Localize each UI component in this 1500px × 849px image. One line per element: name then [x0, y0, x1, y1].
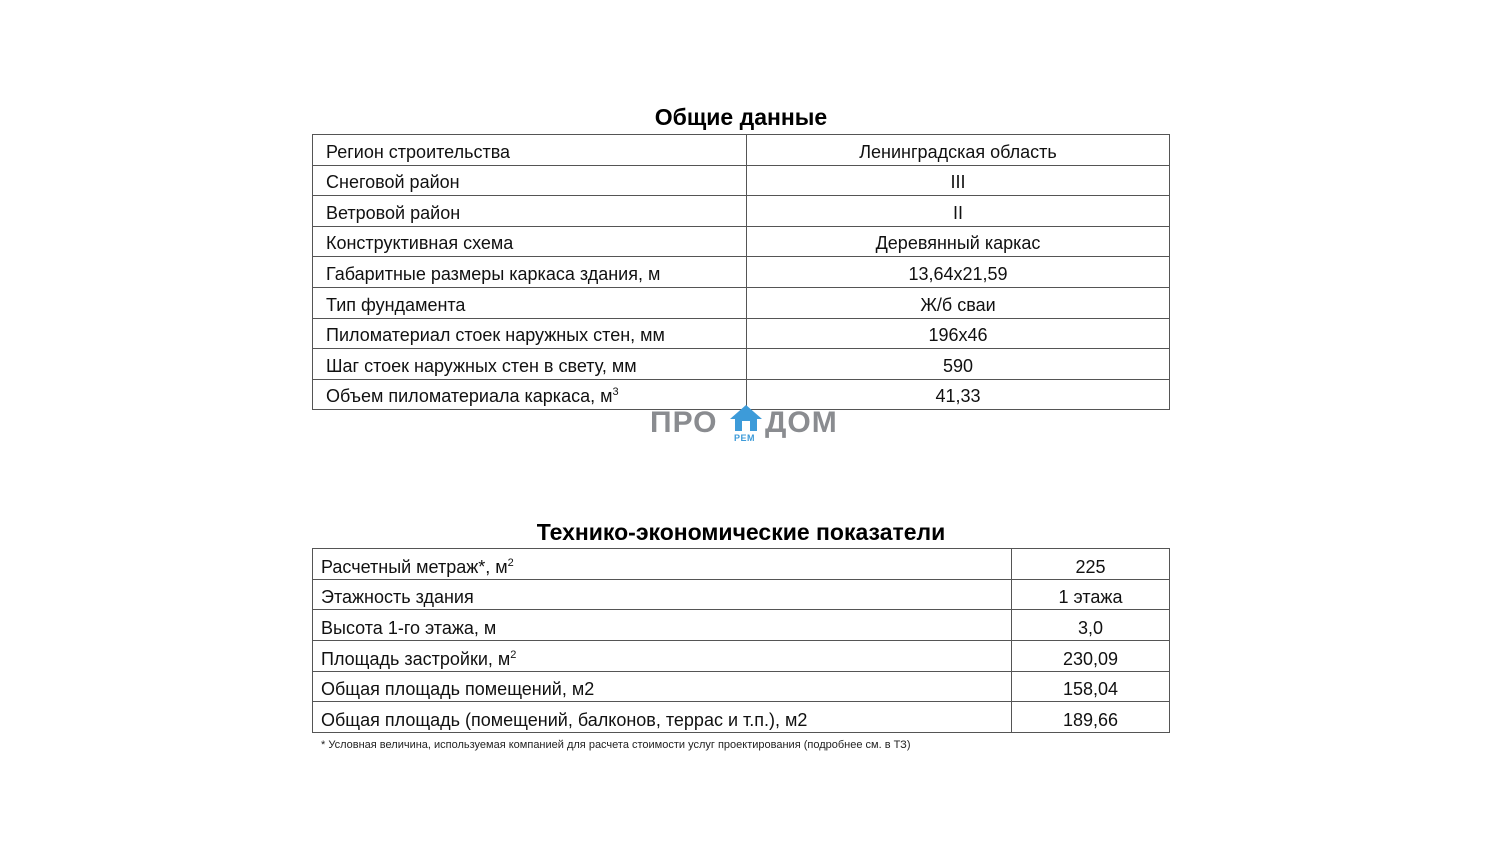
row-label: Общая площадь (помещений, балконов, террас и т.п.), м2: [313, 702, 1012, 733]
table-row: [313, 640, 1170, 671]
row-label: Шаг стоек наружных стен в свету, мм: [313, 349, 747, 380]
row-label: Пиломатериал стоек наружных стен, мм: [313, 318, 747, 349]
row-value: III: [747, 165, 1170, 196]
table-row: [313, 226, 1170, 257]
table-row: [313, 257, 1170, 288]
row-label: Тип фундамента: [313, 287, 747, 318]
row-value: 225: [1012, 549, 1170, 580]
unit-exponent: 2: [510, 648, 517, 661]
row-label: Габаритные размеры каркаса здания, м: [313, 257, 747, 288]
general-data-table: [312, 134, 1170, 410]
logo-text-right: ДОМ: [765, 406, 838, 439]
row-value: II: [747, 196, 1170, 227]
row-value: 196x46: [747, 318, 1170, 349]
table-row: [313, 579, 1170, 610]
unit-exponent: 2: [507, 556, 514, 569]
row-value: 41,33: [747, 379, 1170, 410]
row-label: Снеговой район: [313, 165, 747, 196]
row-label: Ветровой район: [313, 196, 747, 227]
table-row: [313, 165, 1170, 196]
unit-exponent: 3: [612, 386, 619, 399]
footnote: * Условная величина, используемая компанией для расчета стоимости услуг проектирования (подробнее см. в ТЗ): [321, 739, 911, 751]
logo-subtext: РЕМ: [734, 433, 756, 443]
row-value: 13,64x21,59: [747, 257, 1170, 288]
row-value: 1 этажа: [1012, 579, 1170, 610]
table-row: [313, 349, 1170, 380]
table-row: [313, 196, 1170, 227]
row-value: 590: [747, 349, 1170, 380]
row-value: 189,66: [1012, 702, 1170, 733]
row-label: Общая площадь помещений, м2: [313, 671, 1012, 702]
row-label-cell: [313, 640, 1012, 671]
tech-indicators-title: Технико-экономические показатели: [536, 519, 946, 545]
tech-indicators-table: [312, 548, 1170, 733]
table-row: [313, 610, 1170, 641]
row-label: Конструктивная схема: [313, 226, 747, 257]
table-row: [313, 135, 1170, 166]
row-value: Ж/б сваи: [747, 287, 1170, 318]
logo-text-left: ПРО: [650, 406, 718, 439]
row-label: Площадь застройки, м: [321, 648, 511, 669]
row-label: Этажность здания: [313, 579, 1012, 610]
house-icon: [729, 404, 763, 432]
row-value: 158,04: [1012, 671, 1170, 702]
row-value: Деревянный каркас: [747, 226, 1170, 257]
table-row: [313, 702, 1170, 733]
row-label: Расчетный метраж*, м: [321, 556, 508, 577]
table-row: [313, 549, 1170, 580]
table-row: [313, 671, 1170, 702]
row-label: Объем пиломатериала каркаса, м: [326, 386, 613, 407]
row-label: Высота 1-го этажа, м: [313, 610, 1012, 641]
row-value: 3,0: [1012, 610, 1170, 641]
row-label-cell: [313, 549, 1012, 580]
row-value: Ленинградская область: [747, 135, 1170, 166]
general-data-title: Общие данные: [654, 104, 828, 130]
row-label: Регион строительства: [313, 135, 747, 166]
table-row: [313, 287, 1170, 318]
table-row: [313, 318, 1170, 349]
logo: [650, 404, 850, 446]
row-value: 230,09: [1012, 640, 1170, 671]
